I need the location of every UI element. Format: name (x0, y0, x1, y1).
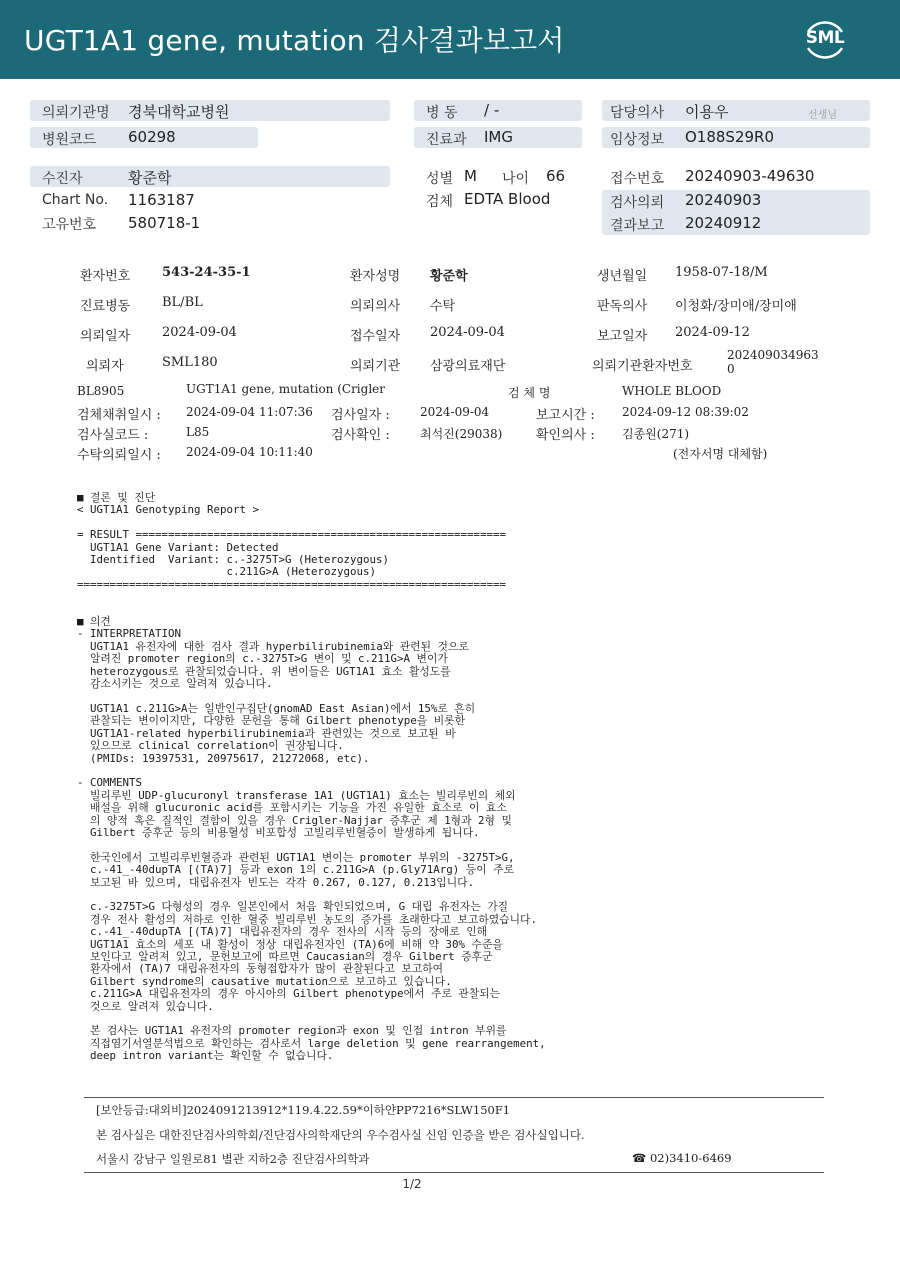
confirm-doctor: 김종원(271) (622, 427, 690, 441)
org-patient-number-cont: 0 (727, 362, 735, 376)
sml-logo (800, 14, 850, 64)
cell-label: 의뢰기관 (350, 359, 401, 374)
ward-label: 병 동 (426, 105, 458, 121)
confirm: 최석진(29038) (420, 427, 503, 441)
test-date-label: 검사일자 : (331, 408, 390, 423)
sex-label: 성별 (426, 171, 454, 187)
unique-label: 고유번호 (42, 217, 97, 233)
footer-divider-bottom (84, 1172, 824, 1173)
test-date: 2024-09-04 (420, 405, 490, 419)
request-date-2: 2024-09-04 (162, 325, 237, 340)
footer-divider-top (84, 1097, 824, 1098)
chart-number: 1163187 (128, 191, 195, 209)
hospital-code-label: 병원코드 (42, 132, 97, 148)
request-date: 20240903 (685, 191, 762, 209)
security-line: [보안등급:대외비]2024091213912*119.4.22.59*이하얀PP7216*SLW150F1 (96, 1103, 511, 1117)
birth-date: 1958-07-18/M (675, 265, 768, 280)
cell-label: 의뢰의사 (350, 299, 401, 314)
doctor: 이용우 (685, 103, 729, 121)
doctor-suffix: 선생님 (808, 110, 837, 121)
cell-label: 판독의사 (597, 299, 648, 314)
collect-time: 2024-09-04 11:07:36 (186, 405, 313, 419)
receipt-label: 접수번호 (610, 171, 665, 187)
ward-2: BL/BL (162, 295, 203, 310)
unique-number: 580718-1 (128, 214, 201, 232)
consign-time: 2024-09-04 10:11:40 (186, 445, 313, 459)
consign-label: 수탁의뢰일시 : (77, 448, 161, 463)
cell-label: 보고일자 (597, 329, 648, 344)
patient-name-2: 황준학 (430, 269, 468, 284)
sex: M (464, 167, 477, 185)
specimen-name-label: 검 체 명 (508, 386, 551, 400)
report-title: UGT1A1 gene, mutation 검사결과보고서 (24, 24, 565, 57)
cell-label: 진료병동 (80, 299, 131, 314)
patient-name: 황준학 (128, 169, 172, 187)
lab-code-label: 검사실코드 : (77, 428, 149, 443)
ordering-org-label: 의뢰기관명 (42, 105, 110, 121)
report-body-text: ■ 결론 및 진단 < UGT1A1 Genotyping Report > = RESULT ========================================================= UGT1A1 Gene Variant: Detected Identified Variant: c.-3275T>G (Heterozygous) c.211G>A (Heterozygous) ================================================================== ■ 의견 - INTERPRETATION UGT1A1 유전자에 대한 검사 결과 hyperbilirubinemia와 관련된 것으로 알려진 promoter region의 c.-3275T>G 변이 및 c.211G>A 변이가 heterozygous로 관찰되었습니다. 위 변이들은 UGT1A1 효소 활성도를 감소시키는 것으로 알려져 있습니다. UGT1A1 c.211G>A는 일반인구집단(gnomAD East Asian)에서 15%로 흔히 관찰되는 변이이지만, 다양한 문헌을 통해 Gilbert phenotype을 비롯한 UGT1A1-related hyperbilirubinemia과 관련있는 것으로 보고된 바 있으므로 clinical correlation이 권장됩니다. (PMIDs: 19397531, 20975617, 21272068, etc). - COMMENTS 빌리루빈 UDP-glucuronyl transferase 1A1 (UGT1A1) 효소는 빌리루빈의 체외 배설을 위해 glucuronic acid를 포함시키는 기능을 가진 유일한 효소로 이 효소 의 양적 혹은 질적인 결함이 있을 경우 Crigler-Najjar 증후군 제 1형과 2형 및 Gilbert 증후군 등의 비용혈성 비포합성 고빌리루빈혈증이 발생하게 됩니다. 한국인에서 고빌리루빈혈증과 관련된 UGT1A1 변이는 promoter 부위의 -3275T>G, c.-41_-40dupTA [(TA)7] 등과 exon 1의 c.211G>A (p.Gly71Arg) 등이 주로 보고된 바 있으며, 대립유전자 빈도는 각각 0.267, 0.127, 0.213입니다. c.-3275T>G 다형성의 경우 일본인에서 처음 확인되었으며, G 대립 유전자는 가질 경우 전사 활성의 저하로 인한 혈중 빌리루빈 농도의 증가를 초래한다고 보고하였습니다. c.-41_-40dupTA [(TA)7] 대립유전자의 경우 전사의 시작 등의 장애로 인해 UGT1A1 효소의 세포 내 활성이 정상 대립유전자인 (TA)6에 비해 약 30% 수준을 보인다고 알려져 있고, 문헌보고에 따르면 Caucasian의 경우 Gilbert 증후군 환자에서 (TA)7 대립유전자의 동형접합자가 많이 관찰된다고 보고하여 Gilbert syndrome의 causative mutation으로 보고하고 있습니다. c.211G>A 대립유전자의 경우 아시아의 Gilbert phenotype에서 주로 관찰되는 것으로 알려져 있습니다. 본 검사는 UGT1A1 유전자의 promoter region과 exon 및 인접 intron 부위를 직접염기서열분석법으로 확인하는 검사로서 large deletion 및 gene rearrangement, deep intron variant는 확인할 수 없습니다. (77, 491, 546, 1063)
test-code: BL8905 (77, 384, 125, 398)
receipt-date: 2024-09-04 (430, 325, 505, 340)
age: 66 (546, 167, 566, 185)
request-label: 검사의뢰 (610, 195, 665, 211)
confirm-doc-label: 확인의사 : (536, 428, 595, 443)
collect-label: 검체채취일시 : (77, 408, 161, 423)
clinical-info: O188S29R0 (685, 128, 775, 146)
cell-label: 의뢰기관환자번호 (592, 359, 693, 374)
esign-note: (전자서명 대체함) (673, 447, 768, 461)
ordering-org: 경북대학교병원 (128, 103, 230, 121)
patient-label: 수진자 (42, 171, 83, 187)
page-number: 1/2 (402, 1177, 422, 1191)
dept: IMG (484, 128, 513, 146)
specimen-label: 검체 (426, 194, 454, 210)
test-name: UGT1A1 gene, mutation (Crigler (186, 382, 386, 396)
cell-label: 의뢰일자 (80, 329, 131, 344)
specimen-name: WHOLE BLOOD (622, 384, 722, 398)
phone-line: ☎ 02)3410-6469 (632, 1151, 732, 1165)
cell-label: 의뢰자 (86, 359, 124, 374)
org-patient-number: 202409034963 (727, 348, 819, 362)
ward: / - (484, 101, 500, 119)
age-label: 나이 (502, 171, 530, 187)
requesting-doctor: 수탁 (430, 299, 456, 314)
reading-doctors: 이청화/장미애/장미애 (675, 299, 797, 314)
requesting-org: 삼광의료재단 (430, 359, 506, 374)
hospital-code: 60298 (128, 128, 176, 146)
logo-text: SML (805, 28, 845, 48)
receipt-number: 20240903-49630 (685, 167, 815, 185)
info-bar (30, 166, 390, 187)
report-time-label: 보고시간 : (536, 408, 595, 423)
cell-label: 환자성명 (350, 269, 401, 284)
cell-label: 환자번호 (80, 269, 131, 284)
lab-code: L85 (186, 425, 210, 439)
certification-line: 본 검사실은 대한진단검사의학회/진단검사의학재단의 우수검사실 신임 인증을 받은 검사실입니다. (96, 1128, 585, 1142)
clinical-label: 임상정보 (610, 132, 665, 148)
report-label: 결과보고 (610, 218, 665, 234)
confirm-label: 검사확인 : (331, 428, 390, 443)
cell-label: 생년월일 (597, 269, 648, 284)
report-header (0, 0, 900, 79)
requester: SML180 (162, 355, 218, 370)
chart-label: Chart No. (42, 192, 109, 208)
dept-label: 진료과 (426, 132, 467, 148)
specimen: EDTA Blood (464, 190, 551, 208)
patient-number: 543-24-35-1 (162, 265, 251, 280)
doctor-label: 담당의사 (610, 105, 665, 121)
report-time: 2024-09-12 08:39:02 (622, 405, 749, 419)
cell-label: 접수일자 (350, 329, 401, 344)
report-date-2: 2024-09-12 (675, 325, 750, 340)
address-line: 서울시 강남구 일원로81 별관 지하2층 진단검사의학과 (96, 1152, 370, 1166)
report-date: 20240912 (685, 214, 762, 232)
